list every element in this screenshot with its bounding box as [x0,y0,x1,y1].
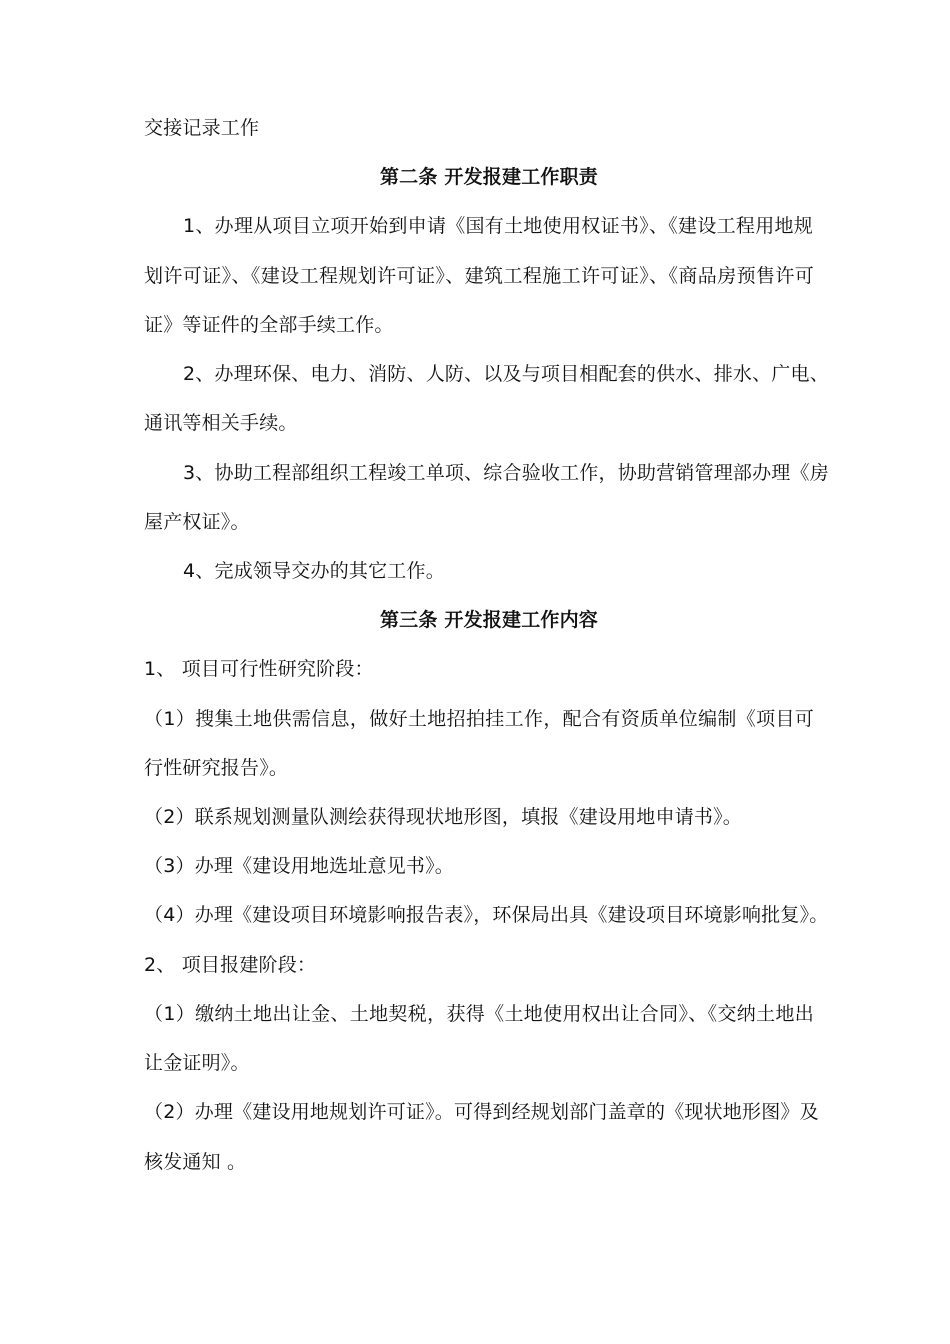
stage-2-heading: 2、 项目报建阶段： [144,954,317,976]
stage-1-item-3: （3）办理《建设用地选址意见书》。 [144,855,454,877]
duty-1-line-2: 划许可证》、《建设工程规划许可证》、建筑工程施工许可证》、《商品房预售许可 [144,265,814,287]
stage-1-item-2: （2）联系规划测量队测绘获得现状地形图，填报《建设用地申请书》。 [144,806,742,828]
paragraph-continuation: 交接记录工作 [144,117,260,139]
duty-2-line-1: 2、办理环保、电力、消防、人防、以及与项目相配套的供水、排水、广电、 [183,363,829,385]
stage-2-item-1-line-1: （1）缴纳土地出让金、土地契税，获得《土地使用权出让合同》、《交纳土地出 [144,1003,814,1025]
duty-1-line-3: 证》等证件的全部手续工作。 [144,314,394,336]
section-heading-article-3: 第三条 开发报建工作内容 [379,609,598,631]
stage-2-item-2-line-2: 核发通知 。 [144,1151,247,1173]
stage-2-item-1-line-2: 让金证明》。 [144,1052,250,1074]
stage-1-item-1-line-2: 行性研究报告》。 [144,757,289,779]
duty-1-line-1: 1、办理从项目立项开始到申请《国有土地使用权证书》、《建设工程用地规 [183,215,813,237]
stage-1-heading: 1、 项目可行性研究阶段： [144,658,374,680]
stage-2-item-2-line-1: （2）办理《建设用地规划许可证》。可得到经规划部门盖章的《现状地形图》及 [144,1101,819,1123]
duty-4: 4、完成领导交办的其它工作。 [183,560,445,582]
duty-3-line-2: 屋产权证》。 [144,511,250,533]
duty-3-line-1: 3、协助工程部组织工程竣工单项、综合验收工作，协助营销管理部办理《房 [183,462,829,484]
stage-1-item-4: （4）办理《建设项目环境影响报告表》，环保局出具《建设项目环境影响批复》。 [144,904,829,926]
section-heading-article-2: 第二条 开发报建工作职责 [379,166,598,188]
duty-2-line-2: 通讯等相关手续。 [144,412,298,434]
stage-1-item-1-line-1: （1）搜集土地供需信息，做好土地招拍挂工作，配合有资质单位编制《项目可 [144,708,814,730]
